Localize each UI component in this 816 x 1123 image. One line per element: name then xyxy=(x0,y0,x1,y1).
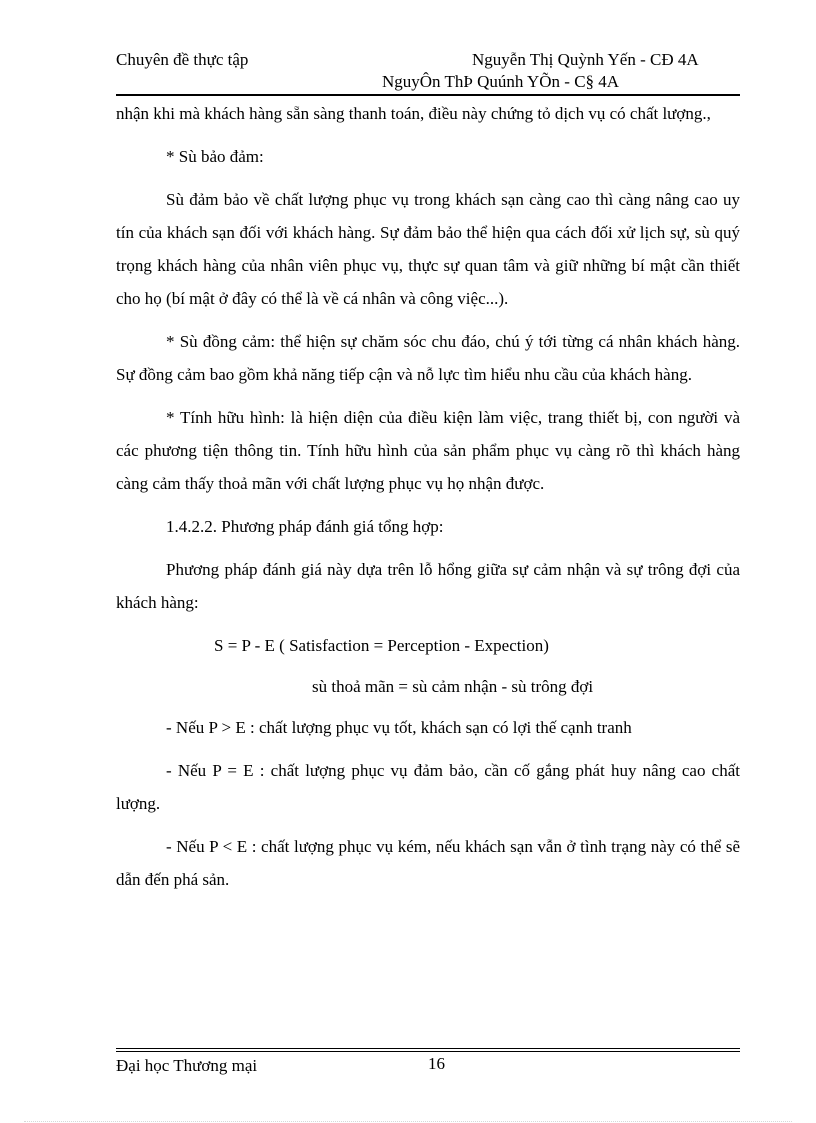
formula-line-english: S = P - E ( Satisfaction = Perception - Expection) xyxy=(214,636,549,655)
header-author-legacy-encoding: NguyÔn ThÞ Quúnh YÕn - C§ 4A xyxy=(382,72,620,91)
header-author: Nguyễn Thị Quỳnh Yến - CĐ 4A xyxy=(472,50,699,69)
condition-greater: - Nếu P > E : chất lượng phục vụ tốt, khách sạn có lợi thế cạnh tranh xyxy=(166,718,632,737)
formula-line-vietnamese: sù thoả mãn = sù cảm nhận - sù trông đợi xyxy=(312,677,594,696)
paragraph-empathy: * Sù đồng cảm: thể hiện sự chăm sóc chu đáo, chú ý tới từng cá nhân khách hàng. Sự đồng cảm bao gồm khả năng tiếp cận và nỗ lực tìm hiểu nhu cầu của khách hàng. xyxy=(116,332,740,384)
page-bottom-edge xyxy=(24,1121,792,1122)
paragraph-assurance: Sù đảm bảo về chất lượng phục vụ trong khách sạn càng cao thì càng nâng cao uy tín của khách sạn đối với khách hàng. Sự đảm bảo thể hiện qua cách đối xử lịch sự, sù quý trọng khách hàng của nhân viên phục vụ, thực sự quan tâm và giữ những bí mật cần thiết cho họ (bí mật ở đây có thể là về cá nhân và công việc...). xyxy=(116,190,740,308)
header-left-title: Chuyên đề thực tập xyxy=(116,50,249,69)
section-heading-1-4-2-2: 1.4.2.2. Phương pháp đánh giá tổng hợp: xyxy=(166,517,444,536)
paragraph-continuation: nhận khi mà khách hàng sẵn sàng thanh toán, điều này chứng tỏ dịch vụ có chất lượng., xyxy=(116,104,711,123)
document-body xyxy=(116,97,740,906)
condition-less: - Nếu P < E : chất lượng phục vụ kém, nếu khách sạn vẫn ở tình trạng này có thể sẽ dẫn đến phá sản. xyxy=(116,837,740,889)
footer-institution: Đại học Thương mại xyxy=(116,1056,258,1075)
heading-assurance: * Sù bảo đảm: xyxy=(166,147,264,166)
footer-rule-top xyxy=(116,1048,740,1049)
condition-equal: - Nếu P = E : chất lượng phục vụ đảm bảo, cần cố gắng phát huy nâng cao chất lượng. xyxy=(116,761,740,813)
footer-rule-bottom xyxy=(116,1051,740,1052)
paragraph-method-intro: Phương pháp đánh giá này dựa trên lỗ hổng giữa sự cảm nhận và sự trông đợi của khách hàng: xyxy=(116,560,740,612)
page-number: 16 xyxy=(428,1054,445,1073)
header-rule xyxy=(116,94,740,96)
paragraph-tangibles: * Tính hữu hình: là hiện diện của điều kiện làm việc, trang thiết bị, con người và các phương tiện thông tin. Tính hữu hình của sản phẩm phục vụ càng rõ thì khách hàng càng cảm thấy thoả mãn với chất lượng phục vụ họ nhận được. xyxy=(116,408,740,493)
